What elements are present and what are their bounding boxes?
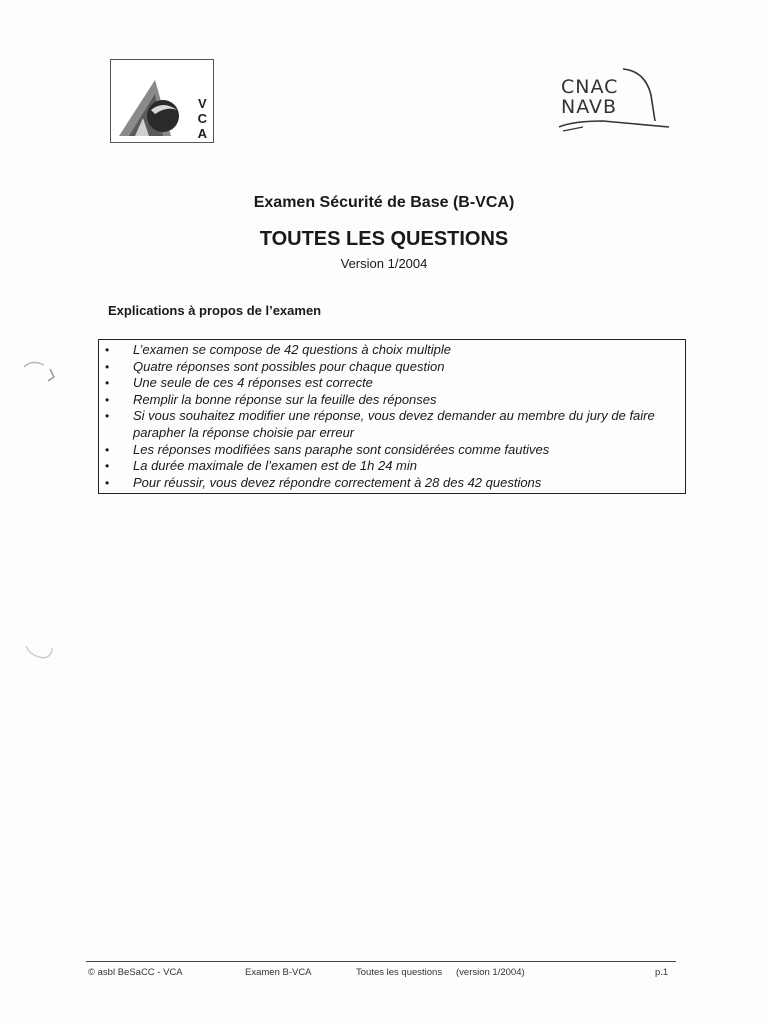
rule-text: Pour réussir, vous devez répondre correctement à 28 des 42 questions xyxy=(133,474,542,490)
vca-triangle-logo-icon xyxy=(115,66,195,140)
footer-page-number: p.1 xyxy=(655,967,669,978)
footer-exam: Examen B-VCA xyxy=(245,967,312,978)
list-item xyxy=(105,408,677,441)
footer-divider xyxy=(86,961,676,962)
footer-version: (version 1/2004) xyxy=(456,967,525,978)
bullet-icon: • xyxy=(105,359,110,374)
cnac-text-line1: CNAC xyxy=(561,76,619,98)
punch-hole-mark-icon xyxy=(18,355,58,395)
bullet-icon: • xyxy=(105,459,110,474)
bullet-icon: • xyxy=(105,475,110,490)
rule-text: Remplir la bonne réponse sur la feuille des réponses xyxy=(133,391,437,407)
vca-letter-a: A xyxy=(197,126,207,141)
rule-text: Une seule de ces 4 réponses est correcte xyxy=(133,375,373,391)
document-heading: TOUTES LES QUESTIONS xyxy=(259,228,509,250)
section-heading: Explications à propos de l’examen xyxy=(108,303,322,318)
list-item xyxy=(105,392,677,409)
list-item xyxy=(105,375,677,392)
bullet-icon: • xyxy=(105,343,110,357)
punch-hole-mark-icon xyxy=(18,636,58,670)
vca-letter-v: V xyxy=(197,96,207,111)
list-item xyxy=(105,342,677,359)
rule-text: La durée maximale de l’examen est de 1h 24 min xyxy=(133,458,417,474)
cnac-navb-text xyxy=(561,77,618,117)
list-item xyxy=(105,458,677,475)
bullet-icon: • xyxy=(105,376,110,391)
vca-logo xyxy=(110,59,214,143)
vca-letters xyxy=(198,96,207,141)
cnac-text-line2: NAVB xyxy=(561,96,618,118)
list-item xyxy=(105,359,677,376)
rule-text: Les réponses modifiées sans paraphe sont considérées comme fautives xyxy=(133,441,550,457)
bullet-icon: • xyxy=(105,442,110,457)
vca-letter-c: C xyxy=(197,111,207,126)
rule-text: Quatre réponses sont possibles pour chaque question xyxy=(133,358,445,374)
exam-rules-list xyxy=(105,342,677,491)
list-item xyxy=(105,442,677,459)
bullet-icon: • xyxy=(105,409,110,424)
bullet-icon: • xyxy=(105,392,110,407)
document-version: Version 1/2004 xyxy=(340,256,428,271)
footer-copyright: © asbl BeSaCC - VCA xyxy=(88,967,183,978)
list-item xyxy=(105,475,677,492)
exam-rules-box xyxy=(98,339,686,494)
rule-text: L’examen se compose de 42 questions à choix multiple xyxy=(133,342,451,357)
footer-doc: Toutes les questions xyxy=(356,967,443,978)
cnac-navb-logo xyxy=(553,65,673,140)
rule-text: Si vous souhaitez modifier une réponse, vous devez demander au membre du jury de faire parapher la réponse choisie par erreur xyxy=(133,408,655,440)
document-title: Examen Sécurité de Base (B-VCA) xyxy=(253,194,515,211)
